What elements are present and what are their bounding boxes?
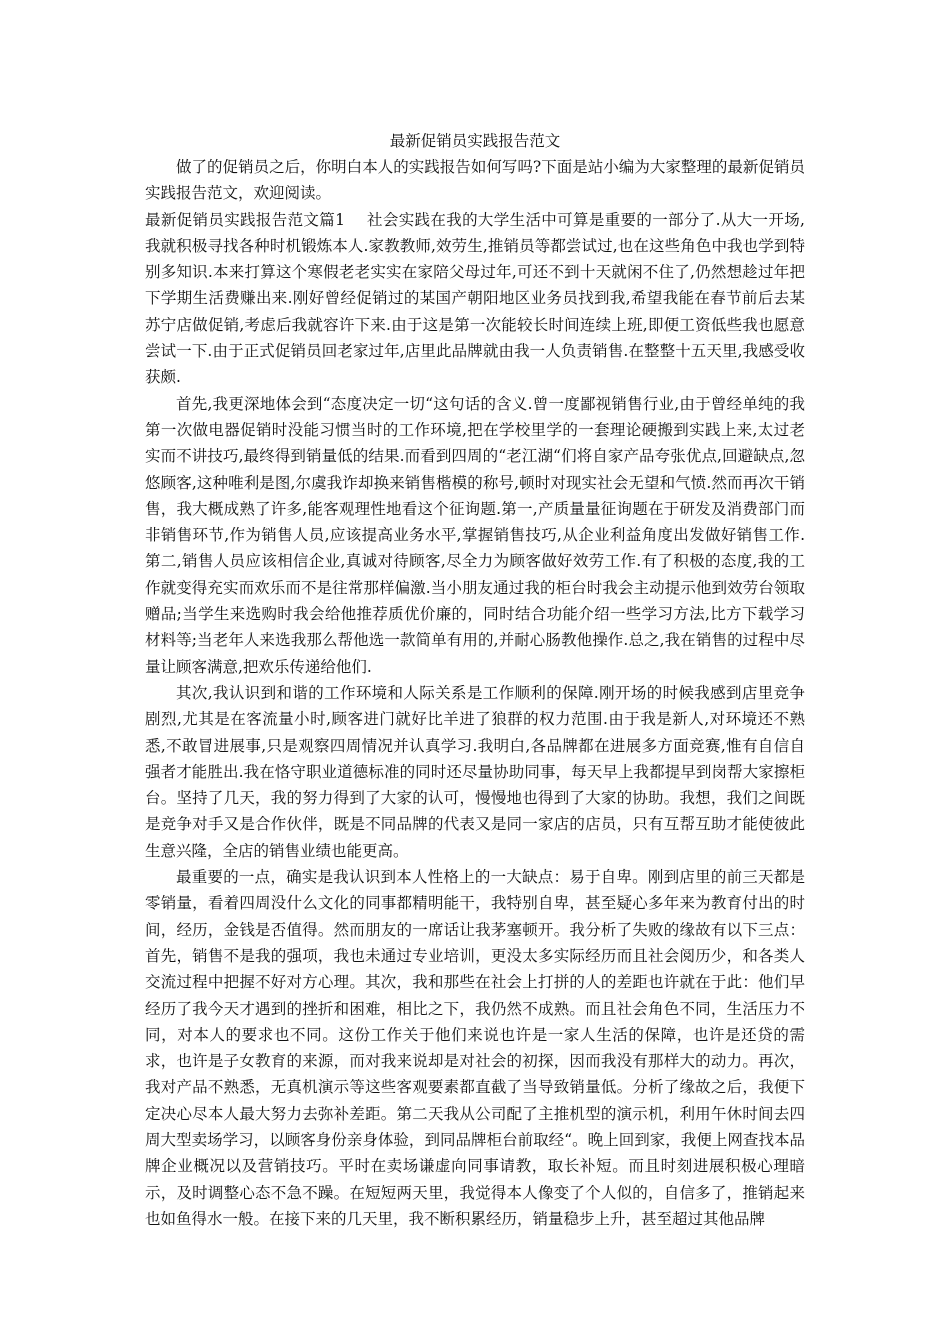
document-title: 最新促销员实践报告范文	[389, 132, 561, 150]
document-page	[145, 128, 805, 1232]
body-paragraph-2: 首先,我更深地体会到“态度决定一切“这句话的含义.曾一度鄙视销售行业,由于曾经单纯的我第一次做电器促销时没能习惯当时的工作环境,把在学校里学的一套理论硬搬到实践上来,太过老实而不讲技巧,最终得到销量低的结果.而看到四周的“老江湖“们将自家产品夸张优点,回避缺点,忽悠顾客,这种唯利是图,尔虞我诈却换来销售楷模的称号,顿时对现实社会无望和气愤.然而再次干销售，我大概成熟了许多,能客观理性地看这个征询题.第一,产质量量征询题在于研发及消费部门而非销售环节,作为销售人员,应该提高业务水平,掌握销售技巧,从企业利益角度出发做好销售工作.第二,销售人员应该相信企业,真诚对待顾客,尽全力为顾客做好效劳工作.有了积极的态度,我的工作就变得充实而欢乐而不是往常那样偏激.当小朋友通过我的柜台时我会主动提示他到效劳台领取赠品;当学生来选购时我会给他推荐质优价廉的，同时结合功能介绍一些学习方法,比方下载学习材料等;当老年人来选我那么帮他选一款简单有用的,并耐心肠教他操作.总之,我在销售的过程中尽量让顾客满意,把欢乐传递给他们.	[145, 394, 805, 676]
intro-paragraph: 做了的促销员之后，你明白本人的实践报告如何写吗?下面是站小编为大家整理的最新促销员实践报告范文，欢迎阅读。	[145, 158, 805, 203]
body-paragraph-3: 其次,我认识到和谐的工作环境和人际关系是工作顺利的保障.刚开场的时候我感到店里竞争剧烈,尤其是在客流量小时,顾客进门就好比羊进了狼群的权力范围.由于我是新人,对环境还不熟悉,不敢冒进展事,只是观察四周情况并认真学习.我明白,各品牌都在进展多方面竞赛,惟有自信自强者才能胜出.我在恪守职业道德标准的同时还尽量协助同事，每天早上我都提早到岗帮大家擦柜台。坚持了几天，我的努力得到了大家的认可，慢慢地也得到了大家的协助。我想，我们之间既是竞争对手又是合作伙伴，既是不同品牌的代表又是同一家店的店员，只有互帮互助才能使彼此生意兴隆，全店的销售业绩也能更高。	[145, 683, 805, 860]
body-paragraph-4: 最重要的一点，确实是我认识到本人性格上的一大缺点：易于自卑。刚到店里的前三天都是零销量，看着四周没什么文化的同事都精明能干，我特别自卑，甚至疑心多年来为教育付出的时间，经历，金钱是否值得。然而朋友的一席话让我茅塞顿开。我分析了失败的缘故有以下三点：首先，销售不是我的强项，我也未通过专业培训，更没太多实际经历而且社会阅历少，和各类人交流过程中把握不好对方心理。其次，我和那些在社会上打拼的人的差距也许就在于此：他们早经历了我今天才遇到的挫折和困难，相比之下，我仍然不成熟。而且社会角色不同，生活压力不同，对本人的要求也不同。这份工作关于他们来说也许是一家人生活的保障，也许是还贷的需求，也许是子女教育的来源，而对我来说却是对社会的初探，因而我没有那样大的动力。再次，我对产品不熟悉，无真机演示等这些客观要素都直截了当导致销量低。分析了缘故之后，我便下定决心尽本人最大努力去弥补差距。第二天我从公司配了主推机型的演示机，利用午休时间去四周大型卖场学习，以顾客身份亲身体验，到同品牌柜台前取经“。晚上回到家，我便上网查找本品牌企业概况以及营销技巧。平时在卖场谦虚向同事请教，取长补短。而且时刻进展积极心理暗示，及时调整心态不急不躁。在短短两天里，我觉得本人像变了个人似的，自信多了，推销起来也如鱼得水一般。在接下来的几天里，我不断积累经历，销量稳步上升，甚至超过其他品牌	[145, 868, 805, 1228]
body-paragraph-1: 社会实践在我的大学生活中可算是重要的一部分了.从大一开场,我就积极寻找各种时机锻炼本人.家教教师,效劳生,推销员等都尝试过,也在这些角色中我也学到特别多知识.本来打算这个寒假老老实实在家陪父母过年,可还不到十天就闲不住了,仍然想趁过年把下学期生活费赚出来.刚好曾经促销过的某国产朝阳地区业务员找到我,希望我能在春节前后去某苏宁店做促销,考虑后我就容许下来.由于这是第一次能较长时间连续上班,即便工资低些我也愿意尝试一下.由于正式促销员回老家过年,店里此品牌就由我一人负责销售.在整整十五天里,我感受收获颇.	[145, 210, 805, 387]
section-label: 最新促销员实践报告范文篇1	[145, 210, 345, 229]
section-1-paragraph	[145, 207, 805, 391]
